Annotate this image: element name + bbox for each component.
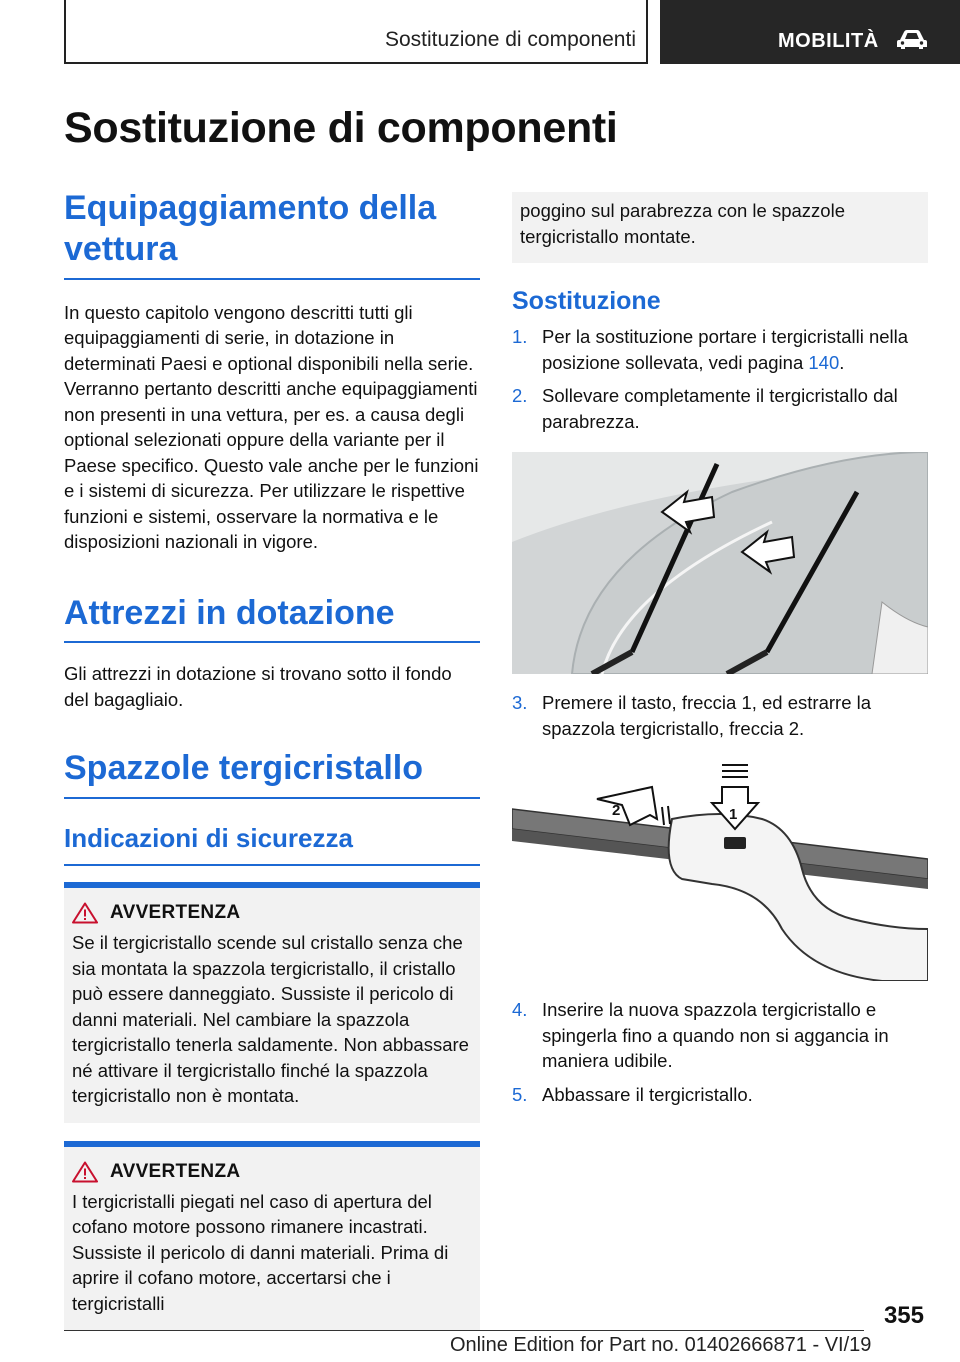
steps-list-b: [512, 690, 928, 741]
step-text: Abbassare il tergicristallo.: [542, 1083, 753, 1105]
warning-1-text: Se il tergicristallo scende sul cristallo senza che sia montata la spazzola tergicristallo, il cristallo può essere danneggiato. Sussiste il pericolo di danni materiali. Nel cambiare la spazzola tergicristallo tenerla saldamente. Non abbassare né attivare il tergicristallo finché la spazzola tergicristallo non è montata.: [72, 932, 469, 1107]
figure-label-2: 2: [612, 802, 621, 819]
warning-2-text: I tergicristalli piegati nel caso di apertura del cofano motore possono rimanere incastrati. Sussiste il pericolo di danni materiali. Prima di aprire il cofano motore, accertarsi che i tergicristalli: [72, 1190, 449, 1314]
step-5: [512, 1082, 928, 1108]
wiper-release-illustration: [512, 759, 928, 981]
heading-replacement: Sostituzione: [512, 287, 661, 315]
warning-2-title: AVVERTENZA: [110, 1160, 241, 1182]
warning-2-continued-text: poggino sul parabrezza con le spazzole tergicristallo montate.: [520, 200, 845, 247]
step-number: 2.: [512, 385, 528, 406]
page-title: Sostituzione di componenti: [64, 104, 618, 152]
step-4: [512, 997, 928, 1074]
step-number: 1.: [512, 326, 528, 347]
heading-equipment: Equipaggiamento della vettura: [64, 188, 480, 280]
equipment-text: In questo capitolo vengono descritti tutti gli equipaggiamenti di serie, in dotazione in determinati Paesi e optional disponibili nella serie. Verranno pertanto descritti anche equipaggiamenti non presenti in una vettura, per es. a causa degli optional selezionati oppure della variante per il Paese specifico. Questo vale anche per le funzioni e i sistemi di sicurezza. Per utilizzare le rispettive funzioni e sistemi, osservare la normativa e le disposizioni nazionali in vigore.: [64, 301, 479, 553]
heading-wiper-blades: Spazzole tergicristallo: [64, 748, 480, 799]
step-3: [512, 690, 928, 741]
figure-wiper-release: [512, 759, 928, 981]
step-text: Sollevare completamente il tergicristallo dal parabrezza.: [542, 385, 898, 432]
step-text: Inserire la nuova spazzola tergicristallo e spingerla fino a quando non si aggancia in maniera udibile.: [542, 999, 889, 1071]
steps-list-c: [512, 997, 928, 1107]
wiper-raised-illustration: [512, 452, 928, 674]
warning-box-2: [64, 1141, 480, 1331]
header-section-tab[interactable]: [660, 0, 960, 64]
heading-tools: Attrezzi in dotazione: [64, 593, 480, 644]
step-1: [512, 324, 928, 375]
warning-triangle-icon: [72, 902, 98, 924]
warning-box-2-continued: [512, 192, 928, 263]
warning-1-title: AVVERTENZA: [110, 902, 241, 924]
step-text: Premere il tasto, freccia 1, ed estrarre la spazzola tergicristallo, freccia 2.: [542, 692, 872, 739]
figure-raised-wipers: [512, 452, 928, 674]
steps-list-a: [512, 324, 928, 434]
header-chapter-box: [64, 0, 648, 64]
heading-safety: Indicazioni di sicurezza: [64, 823, 480, 866]
step-number: 5.: [512, 1083, 528, 1105]
tools-text: Gli attrezzi in dotazione si trovano sotto il fondo del bagagliaio.: [64, 663, 452, 710]
step-2: [512, 383, 928, 434]
footer-divider: [64, 1330, 864, 1331]
figure-label-1: 1: [729, 806, 738, 823]
header-chapter: Sostituzione di componenti: [385, 28, 636, 51]
step-number: 4.: [512, 999, 528, 1020]
footer-edition: Online Edition for Part no. 01402666871 - VI/19: [450, 1334, 872, 1356]
car-icon: [896, 28, 928, 50]
header-section: MOBILITÀ: [778, 30, 879, 52]
step-number: 3.: [512, 692, 528, 713]
warning-box-1: [64, 882, 480, 1123]
right-column: [512, 192, 928, 1107]
left-column: [64, 188, 480, 1330]
warning-triangle-icon: [72, 1161, 98, 1183]
page-number: 355: [883, 1302, 924, 1329]
page-link[interactable]: 140: [808, 351, 840, 373]
step-text: Per la sostituzione portare i tergicristalli nella posizione sollevata, vedi pagina 140.: [542, 326, 909, 373]
